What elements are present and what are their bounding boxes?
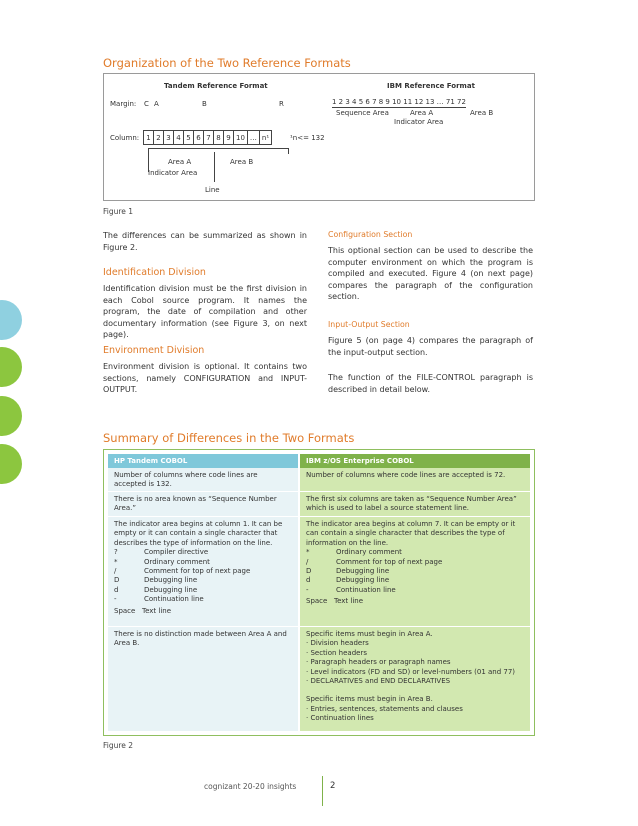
left-indicator-item [114,567,292,576]
row3-left-space: Space Text line [114,606,172,615]
tandem-bracket-line [148,148,288,149]
tandem-column-cells [144,130,272,145]
footer-divider [322,776,323,806]
ibm-column-ruler: 1 2 3 4 5 6 7 8 9 10 11 12 13 … 71 72 [332,98,466,106]
right-indicator-value: Comment for top of next page [336,557,443,566]
left-indicator-key: D [114,576,120,585]
figure2-label: Figure 2 [103,741,134,750]
identification-paragraph: Identification division must be the first division in each Cobol source program. It names the program, the date of compilation and other documentary information (see Figure 3, on next page). [103,284,307,340]
area-a-item: · Paragraph headers or paragraph names [306,658,451,667]
io-paragraph: Figure 5 (on page 4) compares the paragraph of the input-output section. [328,336,533,357]
tandem-column-cell: 4 [173,130,184,145]
left-indicator-key: ? [114,548,118,557]
decorative-circle-green-3 [0,444,22,484]
row1-left: Number of columns where code lines are accepted is 132. [114,471,258,489]
row3-right-intro: The indicator area begins at column 7. It can be empty or it can contain a single character that describes the type of information on the line. [306,520,516,547]
row-separator [108,516,530,517]
left-indicator-value: Compiler directive [144,548,209,557]
row3-left-indicator-list [114,548,292,604]
tandem-column-cell: 6 [193,130,204,145]
tandem-column-cell: … [247,130,260,145]
tandem-indicator-area: Indicator Area [148,169,198,177]
tandem-column-cell: 10 [233,130,248,145]
configuration-paragraph: This optional section can be used to describe the computer environment on which the program is compiled and executed. Figure 4 (on next page) compares the paragraph of the configuration section. [328,246,533,302]
left-indicator-key: d [114,585,119,594]
tandem-column-cell: n¹ [259,130,272,145]
left-indicator-item [114,548,292,557]
right-indicator-value: Ordinary comment [336,548,402,557]
row3-left-intro: The indicator area begins at column 1. It can be empty or it can contain a single character that describes the type of information on the line. [114,520,283,547]
tandem-line-pointer [214,152,215,182]
environment-heading: Environment Division [103,345,205,356]
ibm-area-a: Area A [410,109,434,117]
left-indicator-value: Debugging line [144,585,198,594]
decorative-circle-green-2 [0,396,22,436]
right-indicator-key: * [306,548,310,557]
identification-heading: Identification Division [103,267,206,278]
tandem-area-b: Area B [230,158,254,166]
left-indicator-value: Debugging line [144,576,198,585]
configuration-heading: Configuration Section [328,230,413,239]
tandem-column-cell: 8 [213,130,224,145]
summary-table [103,449,535,736]
right-indicator-key: - [306,585,309,594]
tandem-footnote: ¹n<= 132 [290,134,325,142]
right-indicator-item [306,586,524,595]
left-indicator-value: Continuation line [144,595,204,604]
left-indicator-value: Ordinary comment [144,557,210,566]
row2-right: The first six columns are taken as “Sequence Number Area” which is used to label a source statement line. [306,495,517,513]
figure1-box [103,73,535,201]
right-indicator-item [306,558,524,567]
tandem-margin-a: A [154,100,159,108]
ibm-area-b: Area B [470,109,494,117]
tandem-column-cell: 3 [163,130,174,145]
row4-right-intro: Specific items must begin in Area A. [306,630,433,638]
tandem-line-label: Line [205,186,220,194]
row4-right-intro2: Specific items must begin in Area B. [306,695,433,704]
footer-brand: cognizant 20-20 insights [204,782,297,791]
right-indicator-value: Debugging line [336,567,390,576]
header-hp-tandem: HP Tandem COBOL [108,454,298,468]
tandem-format-title: Tandem Reference Format [164,82,268,90]
tandem-bracket-right [288,148,289,154]
intro-paragraph: The differences can be summarized as shown in Figure 2. [103,231,307,252]
area-b-item: · Entries, sentences, statements and clauses [306,704,463,713]
area-a-item: · Division headers [306,639,369,648]
left-indicator-item [114,558,292,567]
tandem-margin-c: C [144,100,149,108]
left-indicator-item [114,586,292,595]
left-indicator-item [114,595,292,604]
area-a-item: · Level indicators (FD and SD) or level-numbers (01 and 77) [306,667,516,676]
tandem-margin-r: R [279,100,284,108]
io-heading: Input-Output Section [328,320,410,329]
row2-left: There is no area known as “Sequence Number Area.” [114,495,277,513]
row4-right-area-a-list [306,639,524,686]
file-control-paragraph: The function of the FILE-CONTROL paragraph is described in detail below. [328,373,533,394]
figure1-label: Figure 1 [103,207,134,216]
right-indicator-item [306,576,524,585]
row3-right-indicator-list [306,548,524,595]
row3-right-space: Space Text line [306,597,364,606]
tandem-margin-label: Margin: [110,100,137,108]
left-indicator-key: / [114,567,117,576]
figure1-title: Organization of the Two Reference Formats [103,56,351,70]
summary-title: Summary of Differences in the Two Formats [103,431,355,445]
row-separator [108,626,530,627]
row4-right-area-b-list [306,705,524,724]
tandem-column-cell: 2 [153,130,164,145]
ibm-indicator-area: Indicator Area [394,118,444,126]
left-indicator-key: * [114,557,118,566]
right-indicator-item [306,548,524,557]
tandem-column-cell: 9 [223,130,234,145]
row4-left: There is no distinction made between Area A and Area B. [114,630,287,648]
tandem-column-cell: 7 [203,130,214,145]
right-indicator-key: D [306,567,312,576]
right-indicator-key: / [306,557,309,566]
row1-right: Number of columns where code lines are accepted is 72. [306,471,506,479]
environment-paragraph: Environment division is optional. It contains two sections, namely CONFIGURATION and INPUT-OUTPUT. [103,362,307,395]
tandem-margin-b: B [202,100,207,108]
area-b-item: · Continuation lines [306,714,374,723]
decorative-circle-green-1 [0,347,22,387]
row3-right [300,518,530,609]
tandem-column-label: Column: [110,134,140,142]
right-indicator-key: d [306,576,311,585]
right-indicator-item [306,567,524,576]
tandem-column-cell: 1 [143,130,154,145]
left-indicator-item [114,576,292,585]
page-number: 2 [330,781,336,791]
right-indicator-value: Continuation line [336,585,396,594]
left-indicator-value: Comment for top of next page [144,567,251,576]
right-indicator-value: Debugging line [336,576,390,585]
area-a-item: · DECLARATIVES and END DECLARATIVES [306,677,451,686]
decorative-circle-blue [0,300,22,340]
ibm-format-title: IBM Reference Format [387,82,475,90]
ibm-sequence-area: Sequence Area [336,109,389,117]
row4-right [300,628,530,726]
tandem-column-cell: 5 [183,130,194,145]
tandem-area-a: Area A [168,158,192,166]
row3-left [108,518,298,618]
header-ibm-zos: IBM z/OS Enterprise COBOL [300,454,530,468]
row-separator [108,491,530,492]
area-a-item: · Section headers [306,648,367,657]
left-indicator-key: - [114,595,117,604]
